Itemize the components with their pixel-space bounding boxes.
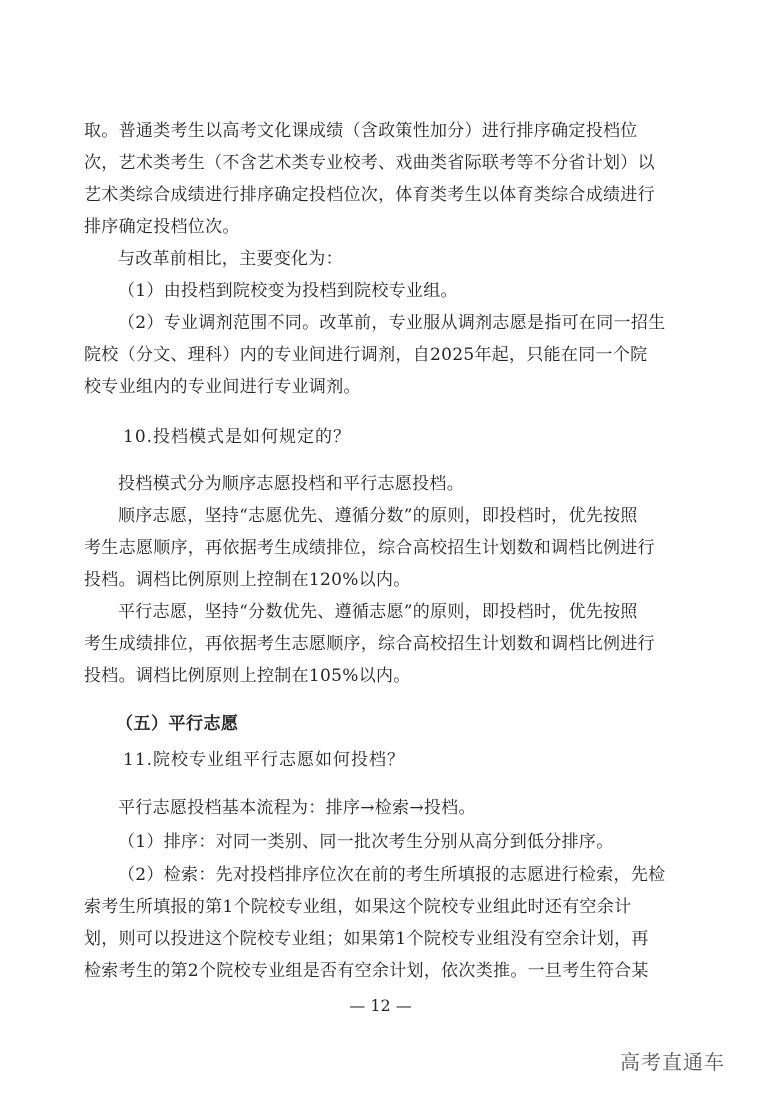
paragraph-line: 排序确定投档位次。 (84, 217, 240, 237)
paragraph-line: （2）专业调剂范围不同。改革前，专业服从调剂志愿是指可在同一招生 (118, 313, 666, 333)
paragraph-line: 院校（分文、理科）内的专业间进行调剂，自2025年起，只能在同一个院 (84, 345, 648, 365)
paragraph-line: （1）由投档到院校变为投档到院校专业组。 (118, 281, 458, 301)
paragraph-line: 投档模式分为顺序志愿投档和平行志愿投档。 (118, 474, 464, 494)
question-heading: 11.院校专业组平行志愿如何投档？ (123, 750, 406, 770)
page-number: — 12 — (349, 996, 412, 1015)
paragraph-line: 取。普通类考生以高考文化课成绩（含政策性加分）进行排序确定投档位 (84, 121, 638, 141)
paragraph-line: 考生志愿顺序，再依据考生成绩排位，综合高校招生计划数和调档比例进行 (84, 538, 655, 558)
paragraph-line: 顺序志愿，坚持“志愿优先、遵循分数”的原则，即投档时，优先按照 (118, 506, 638, 526)
watermark-text: 高考直通车 (620, 1050, 725, 1074)
section-heading: （五）平行志愿 (116, 714, 239, 734)
paragraph-line: 艺术类综合成绩进行排序确定投档位次，体育类考生以体育类综合成绩进行 (84, 185, 655, 205)
paragraph-line: 索考生所填报的第1个院校专业组，如果这个院校专业组此时还有空余计 (84, 897, 632, 917)
paragraph-line: 与改革前相比，主要变化为： (118, 249, 343, 269)
paragraph-line: （2）检索：先对投档排序位次在前的考生所填报的志愿进行检索，先检 (118, 865, 666, 885)
paragraph-line: 投档。调档比例原则上控制在120%以内。 (84, 570, 411, 590)
paragraph-line: 次，艺术类考生（不含艺术类专业校考、戏曲类省际联考等不分省计划）以 (84, 153, 655, 173)
paragraph-line: 平行志愿投档基本流程为：排序→检索→投档。 (118, 798, 476, 818)
paragraph-line: （1）排序：对同一类别、同一批次考生分别从高分到低分排序。 (118, 832, 614, 852)
paragraph-line: 检索考生的第2个院校专业组是否有空余计划，依次类推。一旦考生符合某 (84, 961, 649, 981)
paragraph-line: 投档。调档比例原则上控制在105%以内。 (84, 666, 411, 686)
paragraph-line: 划，则可以投进这个院校专业组；如果第1个院校专业组没有空余计划，再 (84, 929, 649, 949)
paragraph-line: 校专业组内的专业间进行专业调剂。 (84, 377, 361, 397)
paragraph-line: 考生成绩排位，再依据考生志愿顺序，综合高校招生计划数和调档比例进行 (84, 634, 655, 654)
paragraph-line: 平行志愿，坚持“分数优先、遵循志愿”的原则，即投档时，优先按照 (118, 602, 638, 622)
question-heading: 10.投档模式是如何规定的？ (123, 427, 352, 447)
